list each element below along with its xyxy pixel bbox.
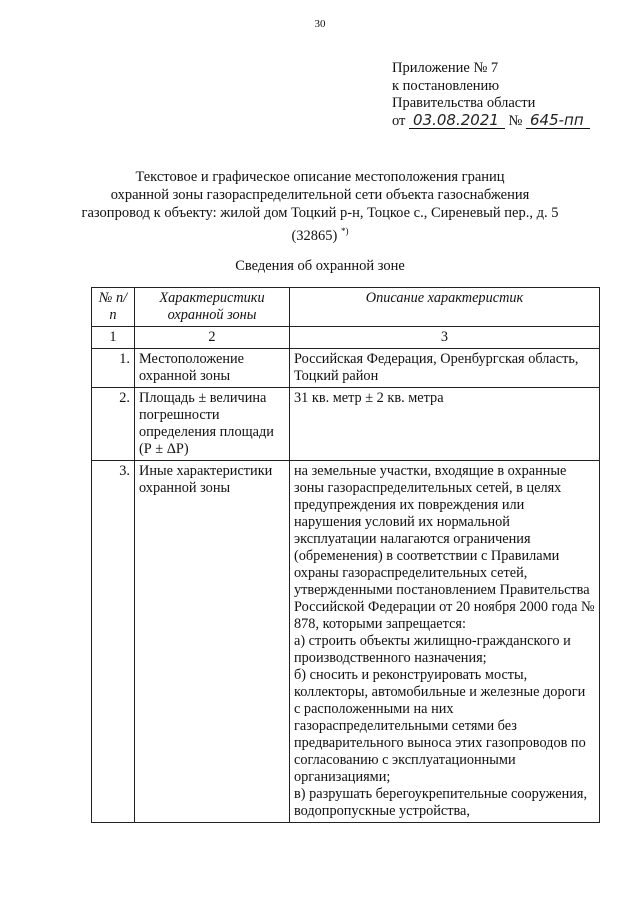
appendix-line-2: к постановлению (392, 77, 500, 94)
description-paragraph: на земельные участки, входящие в охранные зоны газораспределительных сетей, в целях предупреждения их повреждения или нарушения условий их нормальной эксплуатации налагаются ограничения (обременения) в соответствии с Правилами охраны газораспределительных сетей, утвержденными постановлением Правительства Российской Федерации от 20 ноября 2000 года № 878, которыми запрещается: (294, 463, 595, 632)
row-description: 31 кв. метр ± 2 кв. метра (290, 388, 600, 461)
header-characteristic: Характеристики охранной зоны (135, 288, 290, 327)
title-line-2: охранной зоны газораспределительной сети объекта газоснабжения (110, 187, 530, 203)
protection-zone-table (91, 287, 600, 823)
row-characteristic: Иные характеристики охранной зоны (135, 461, 290, 823)
row-number: 1. (92, 349, 135, 388)
appendix-line-3: Правительства области (392, 95, 536, 111)
header-number: № п/п (92, 288, 135, 327)
from-label: от (392, 112, 406, 129)
title-line-1: Текстовое и графическое описание местоположения границ (135, 169, 505, 185)
appendix-title: Приложение № 7 (392, 60, 499, 76)
page-number: 30 (314, 18, 326, 30)
row-characteristic: Площадь ± величина погрешности определения площади (Р ± ΔР) (135, 388, 290, 461)
row-description: Российская Федерация, Оренбургская область, Тоцкий район (290, 349, 600, 388)
table-row (92, 349, 600, 388)
description-paragraph: в) разрушать берегоукрепительные сооружения, водопропускные устройства, (294, 786, 588, 819)
column-number: 3 (290, 327, 600, 349)
section-title: Сведения об охранной зоне (235, 258, 405, 274)
title-line-4 (80, 222, 560, 245)
column-number-row (92, 327, 600, 349)
handwritten-date: 03.08.2021 (409, 113, 505, 129)
description-paragraph: б) сносить и реконструировать мосты, коллекторы, автомобильные и железные дороги с расположенными на них газораспределительными сетями без предварительного выноса этих газопроводов по согласованию с эксплуатационными организациями; (294, 667, 586, 785)
row-description (290, 461, 600, 823)
appendix-block (392, 60, 590, 130)
column-number: 1 (92, 327, 135, 349)
description-paragraph: а) строить объекты жилищно-гражданского и производственного назначения; (294, 633, 571, 666)
row-characteristic: Местоположение охранной зоны (135, 349, 290, 388)
title-line-3: газопровод к объекту: жилой дом Тоцкий р-н, Тоцкое с., Сиреневый пер., д. 5 (81, 205, 559, 221)
row-number: 3. (92, 461, 135, 823)
column-number: 2 (135, 327, 290, 349)
table-row (92, 388, 600, 461)
table-row (92, 461, 600, 823)
handwritten-number: 645-пп (526, 113, 590, 129)
table-header-row (92, 288, 600, 327)
appendix-date-line (392, 110, 590, 131)
header-description: Описание характеристик (290, 288, 600, 327)
number-label: № (508, 112, 523, 129)
row-number: 2. (92, 388, 135, 461)
object-code: (32865) (291, 227, 338, 244)
footnote-mark: *) (341, 226, 349, 236)
document-title (80, 168, 560, 245)
